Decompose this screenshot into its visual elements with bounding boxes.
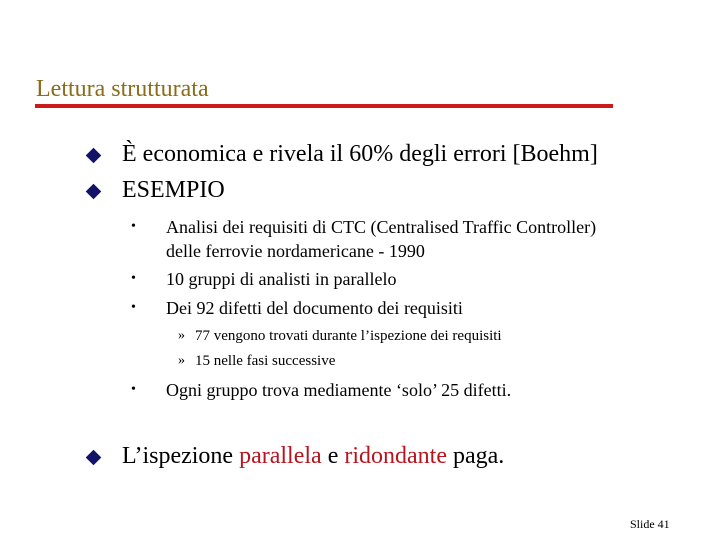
diamond-bullet-icon xyxy=(86,148,102,164)
bullet-text-economica: È economica e rivela il 60% degli errori [Boehm] xyxy=(122,141,598,167)
ispezione-text-part2: e xyxy=(321,443,345,469)
highlight-parallela: parallela xyxy=(239,443,322,469)
slide-title: Lettura strutturata xyxy=(36,76,209,102)
highlight-ridondante: ridondante xyxy=(344,443,447,469)
ispezione-text-part1: L’ispezione xyxy=(122,443,240,469)
sub-bullet-text-gruppi: 10 gruppi di analisti in parallelo xyxy=(166,269,397,289)
sub-bullet-text-analisi-line1: Analisi dei requisiti di CTC (Centralised Traffic Controller) xyxy=(166,217,597,237)
sub-sub-bullet-text-77: 77 vengono trovati durante l’ispezione dei requisiti xyxy=(195,328,502,344)
slide-number: Slide 41 xyxy=(630,517,670,531)
dot-bullet-icon: • xyxy=(131,219,136,234)
sub-sub-bullet-text-15: 15 nelle fasi successive xyxy=(195,353,336,369)
sub-bullet-text-analisi-line2: delle ferrovie nordamericane - 1990 xyxy=(166,241,425,261)
diamond-bullet-icon xyxy=(86,450,102,466)
sub-bullet-text-difetti: Dei 92 difetti del documento dei requisiti xyxy=(166,298,463,318)
diamond-bullet-icon xyxy=(86,184,102,200)
bullet-text-ispezione xyxy=(122,441,504,471)
ispezione-text-part3: paga. xyxy=(447,443,505,469)
sub-bullet-text-ogni-gruppo: Ogni gruppo trova mediamente ‘solo’ 25 difetti. xyxy=(166,380,512,400)
dot-bullet-icon: • xyxy=(131,300,136,315)
raquo-bullet-icon: » xyxy=(178,328,185,343)
title-underline xyxy=(35,104,613,108)
dot-bullet-icon: • xyxy=(131,271,136,286)
raquo-bullet-icon: » xyxy=(178,353,185,368)
bullet-text-esempio: ESEMPIO xyxy=(122,177,225,203)
dot-bullet-icon: • xyxy=(131,382,136,397)
